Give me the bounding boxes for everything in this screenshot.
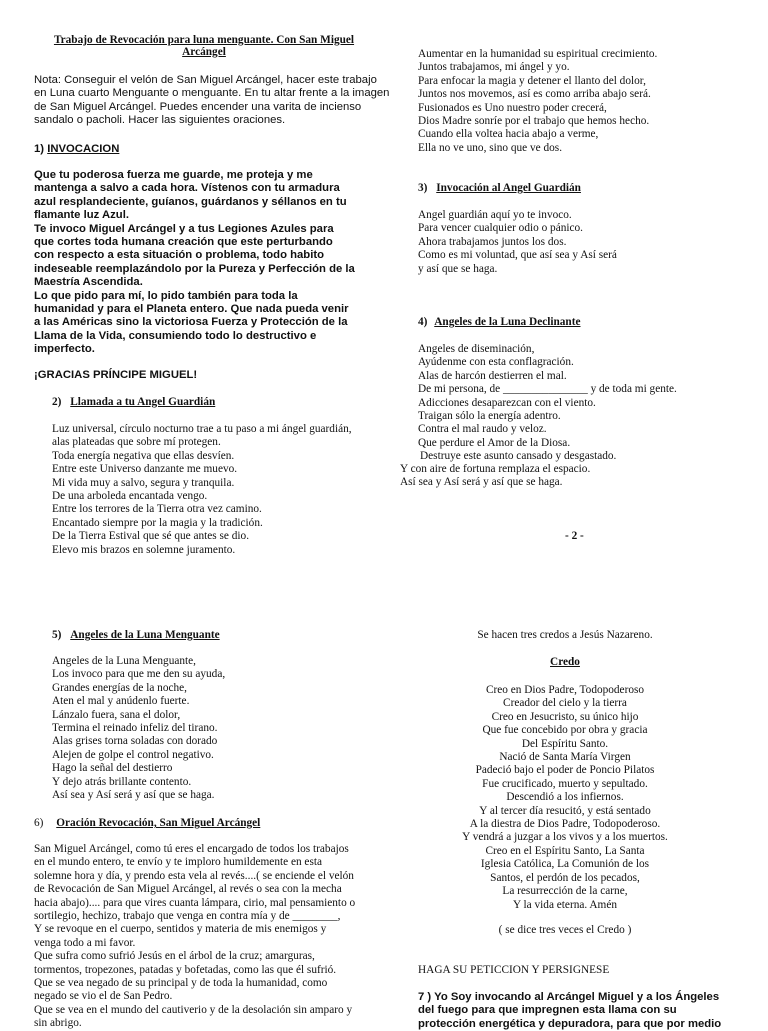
credos-intro: Se hacen tres credos a Jesús Nazareno. (477, 629, 653, 641)
section-7-line: del fuego para que impregnen esta llama con su (418, 1004, 677, 1017)
credo-line: Que fue concebido por obra y gracia (482, 724, 648, 737)
invocation-line: indeseable reemplazándolo por la Pureza y Perfección de la (34, 262, 355, 275)
poem-line: Que perdure el Amor de la Diosa. (418, 436, 571, 449)
credo-line: Descendió a los infiernos. (506, 791, 624, 804)
poem-line: Destruye este asunto cansado y desgastado. (420, 450, 617, 463)
poem-line: Toda energía negativa que ellas desvíen. (52, 449, 235, 462)
credo-line: Padeció bajo el poder de Poncio Pilatos (475, 764, 655, 777)
poem-line: Angeles de la Luna Menguante, (52, 655, 196, 667)
invocation-line: que cortes toda humana creación que este perturbando (34, 236, 333, 249)
section-title: INVOCACION (47, 143, 120, 155)
poem-line: Luz universal, círculo nocturno trae a tu paso a mi ángel guardián, (52, 423, 352, 435)
poem-line: Alas grises torna soladas con dorado (52, 735, 218, 748)
poem-line: Ella no ve uno, sino que ve dos. (418, 141, 563, 154)
poem-line: Dios Madre sonríe por el trabajo que hemos hecho. (418, 115, 650, 128)
poem-line: Fusionados es Uno nuestro poder crecerá, (418, 101, 607, 114)
credo-text (400, 684, 730, 912)
prayer-line: solemne hora y día, y prendo esta vela al revés....( se enciende el velón (34, 869, 354, 882)
poem-line: Angel guardián aquí yo te invoco. (418, 209, 572, 221)
invocation-line: imperfecto. (34, 343, 95, 356)
poem-line: Para vencer cualquier odio o pánico. (418, 222, 583, 235)
section-number: 3) (418, 182, 428, 194)
section-title: Invocación al Angel Guardián (436, 182, 581, 194)
prayer-line: de Revocación de San Miguel Arcángel, al revés o sea con la mecha (34, 883, 342, 896)
section-7-line: 7 ) Yo Soy invocando al Arcángel Miguel y a los Ángeles (418, 991, 720, 1003)
poem-line: Lánzalo fuera, sana el dolor, (52, 708, 181, 721)
section-7-paragraph (418, 991, 721, 1031)
poem-line: De una arboleda encantada vengo. (52, 490, 208, 503)
invocation-line: mantenga a salvo a cada hora. Vístenos con tu armadura (34, 182, 340, 195)
prayer-line: hacia abajo).... para que vires cuanta lámpara, cirio, mal pensamiento o (34, 896, 356, 909)
invocation-paragraph (34, 169, 355, 357)
guardian-call-poem (52, 423, 352, 557)
invocation-line: Llama de la Vida, consumiendo todo lo destructivo e (34, 329, 317, 342)
poem-line: De mi persona, de _______________ y de toda mi gente. (418, 383, 677, 396)
poem-line: Juntos nos movemos, así es como arriba abajo será. (418, 88, 651, 101)
poem-line: Elevo mis brazos en solemne juramento. (52, 543, 236, 556)
section-3-heading (418, 182, 581, 194)
poem-line: Y dejo atrás brillante contento. (52, 775, 192, 788)
document-title-line: Arcángel (182, 46, 226, 58)
poem-line: Juntos trabajamos, mi ángel y yo. (418, 61, 570, 74)
credo-line: Nació de Santa María Virgen (499, 751, 631, 764)
poem-line: Alejen de golpe el control negativo. (52, 748, 214, 761)
invocation-line: con respecto a esta situación o problema, todo habito (34, 249, 325, 262)
section-1-heading (34, 143, 119, 156)
section-4-heading (418, 316, 581, 328)
poem-line: De la Tierra Estival que sé que antes se dio. (52, 530, 250, 543)
poem-line: Ayúdenme con esta conflagración. (418, 356, 574, 369)
credo-line: A la diestra de Dios Padre, Todopoderoso. (469, 818, 661, 831)
invocation-line: Lo que pido para mí, lo pido también para toda la (34, 289, 298, 302)
poem-line: Entre este Universo danzante me muevo. (52, 463, 238, 476)
poem-line: Grandes energías de la noche, (52, 681, 187, 694)
poem-line: Termina el reinado infeliz del tirano. (52, 722, 218, 735)
credo-line: Santos, el perdón de los pecados, (490, 871, 640, 884)
poem-line: Los invoco para que me den su ayuda, (52, 668, 226, 681)
prayer-line: en el mundo entero, te envío y te imploro humildemente en esta (34, 856, 322, 869)
guardian-invocation-poem (418, 209, 617, 276)
prayer-line: Que se vea en el mundo del cautiverio y de la desolación sin amparo y (34, 1003, 353, 1016)
prayer-line: negado se vio el de San Pedro. (34, 990, 173, 1003)
section-title: Llamada a tu Angel Guardián (70, 396, 216, 408)
prayer-line: sortilegio, hechizo, trabajo que venga en contra mía y de ________, (34, 910, 341, 923)
note-line: sandalo o pacholi. Hacer las siguientes oraciones. (34, 114, 286, 127)
prayer-line: venga todo a mi favor. (34, 936, 136, 949)
section-number: 1) (34, 143, 45, 155)
page-number: - 2 - (565, 530, 584, 542)
declining-moon-poem (418, 343, 677, 464)
invocation-line: Maestría Ascendida. (34, 276, 143, 289)
poem-line: Adicciones desaparezcan con el viento. (418, 396, 596, 409)
credo-line: Y vendrá a juzgar a los vivos y a los muertos. (462, 831, 668, 844)
note-line: en Luna cuarto Menguante o menguante. En tu altar frente a la imagen (34, 87, 390, 100)
invocation-line: azul resplandeciente, guíanos, guárdanos y séllanos en tu (34, 195, 347, 208)
invocation-line: Que tu poderosa fuerza me guarde, me proteja y me (34, 169, 313, 181)
revocation-prayer (34, 843, 355, 1031)
section-title: Oración Revocación, San Miguel Arcángel (56, 817, 261, 829)
poem-line: Encantado siempre por la magia y la tradición. (52, 516, 263, 529)
declining-moon-poem-tail (400, 463, 590, 490)
prayer-line: tormentos, tropezones, patadas y bofetadas, como las que él sufrió. (34, 963, 337, 976)
gracias-line: ¡GRACIAS PRÍNCIPE MIGUEL! (34, 369, 198, 381)
poem-line: Y con aire de fortuna remplaza el espacio. (400, 463, 591, 475)
poem-line: Aumentar en la humanidad su espiritual crecimiento. (418, 48, 658, 60)
section-number: 2) (52, 396, 62, 408)
section-number: 4) (418, 316, 428, 328)
prayer-line: Y se revoque en el cuerpo, sentidos y materia de mis enemigos y (34, 923, 327, 936)
section-5-heading (52, 629, 220, 641)
waning-moon-poem (52, 655, 225, 802)
poem-line: Hago la señal del destierro (52, 762, 173, 775)
section-7-line: protección energética y depuradora, para que por medio (418, 1017, 722, 1030)
poem-line: Contra el mal raudo y veloz. (418, 423, 547, 436)
prayer-line: Que sufra como sufrió Jesús en el árbol de la cruz; amarguras, (34, 950, 315, 963)
document-title (34, 34, 374, 58)
section-2-heading (52, 396, 215, 408)
poem-line: Ahora trabajamos juntos los dos. (418, 235, 567, 248)
poem-line: Cuando ella voltea hacia abajo a verme, (418, 128, 599, 141)
poem-line: Alas de harcón destierren el mal. (418, 369, 567, 382)
credo-title: Credo (550, 656, 580, 668)
poem-line: Mi vida muy a salvo, segura y tranquila. (52, 476, 235, 489)
invocation-line: humanidad y para el Planeta entero. Que nada pueda venir (34, 303, 349, 316)
section-6-heading (34, 817, 260, 829)
poem-line: Así sea y Así será y así que se haga. (52, 789, 215, 802)
credo-line: Fue crucificado, muerto y sepultado. (482, 777, 648, 790)
credo-line: Iglesia Católica, La Comunión de los (480, 858, 650, 871)
credo-note: ( se dice tres veces el Credo ) (498, 924, 632, 936)
credo-line: La resurrección de la carne, (502, 885, 628, 898)
poem-line: Traigan sólo la energía adentro. (418, 410, 561, 423)
credo-line: Creador del cielo y la tierra (503, 697, 627, 710)
poem-line: Así sea y Así será y así que se haga. (400, 476, 563, 489)
invocation-line: flamante luz Azul. (34, 209, 129, 222)
section-number: 6) (34, 817, 44, 829)
poem-line: Para enfocar la magia y detener el llanto del dolor, (418, 74, 646, 87)
note-line: de San Miguel Arcángel. Puedes encender una varita de incienso (34, 100, 362, 113)
document-title-line: Trabajo de Revocación para luna menguante. Con San Miguel (53, 34, 355, 46)
note-paragraph (34, 74, 389, 128)
invocation-line: a las Américas sino la victoriosa Fuerza y Protección de la (34, 316, 348, 329)
section-title: Angeles de la Luna Menguante (70, 629, 220, 641)
poem-line: Aten el mal y anúdenlo fuerte. (52, 695, 190, 708)
poem-line: Entre los terrores de la Tierra otra vez camino. (52, 503, 262, 516)
poem-line: Angeles de diseminación, (418, 343, 535, 355)
credo-line: Del Espíritu Santo. (521, 737, 609, 750)
invocation-line: Te invoco Miguel Arcángel y a tus Legiones Azules para (34, 222, 334, 235)
credo-line: Creo en Jesucristo, su único hijo (491, 710, 639, 723)
credo-line: Creo en el Espíritu Santo, La Santa (485, 844, 645, 857)
prayer-line: sin abrigo. (34, 1017, 82, 1030)
section-number: 5) (52, 629, 62, 641)
credo-line: Creo en Dios Padre, Todopoderoso (485, 684, 645, 696)
poem-line: y así que se haga. (418, 262, 498, 275)
guardian-poem-continuation (418, 48, 657, 155)
credo-line: Y al tercer día resucitó, y está sentado (479, 804, 651, 817)
section-title: Angeles de la Luna Declinante (434, 316, 581, 328)
poem-line: alas plateadas que sobre mí protegen. (52, 436, 221, 449)
poem-line: Como es mi voluntad, que así sea y Así será (418, 249, 617, 262)
credo-line: Y la vida eterna. Amén (512, 898, 618, 911)
peticion-line: HAGA SU PETICCION Y PERSIGNESE (418, 964, 610, 976)
prayer-line: Que se vea negado de su principal y de toda la humanidad, como (34, 977, 328, 990)
note-line: Nota: Conseguir el velón de San Miguel Arcángel, hacer este trabajo (34, 74, 377, 86)
prayer-line: San Miguel Arcángel, como tú eres el encargado de todos los trabajos (34, 843, 349, 855)
